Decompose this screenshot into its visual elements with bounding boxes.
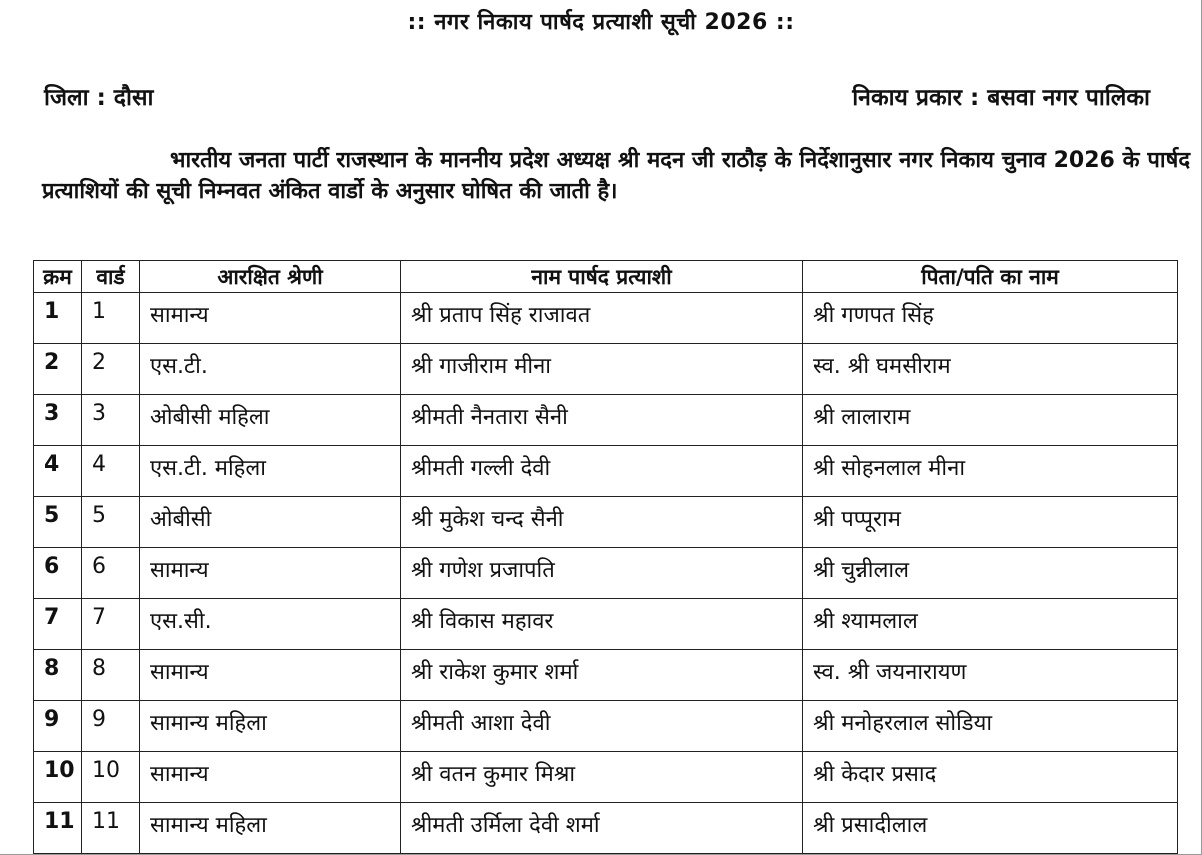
cell-ward: 7 [82,599,140,650]
cell-father-husband-name: स्व. श्री जयनारायण [803,650,1178,701]
cell-father-husband-name: श्री प्रसादीलाल [803,803,1178,854]
cell-ward: 5 [82,497,140,548]
cell-candidate-name: श्री गाजीराम मीना [401,344,803,395]
cell-candidate-name: श्रीमती आशा देवी [401,701,803,752]
cell-candidate-name: श्रीमती उर्मिला देवी शर्मा [401,803,803,854]
cell-category: सामान्य महिला [140,803,401,854]
intro-paragraph: भारतीय जनता पार्टी राजस्थान के माननीय प्रदेश अध्यक्ष श्री मदन जी राठौड़ के निर्देशानुसार नगर निकाय चुनाव 2026 के पार्षद प्रत्याशियों की सूची निम्नवत अंकित वार्डो के अनुसार घोषित की जाती है। [42,148,1190,204]
cell-category: एस.टी. महिला [140,446,401,497]
header-ward: वार्ड [82,261,140,293]
cell-candidate-name: श्री विकास महावर [401,599,803,650]
table-row [34,650,1178,701]
header-category: आरक्षित श्रेणी [140,261,401,293]
table-row [34,803,1178,854]
cell-ward: 11 [82,803,140,854]
table-row [34,344,1178,395]
cell-candidate-name: श्री मुकेश चन्द सैनी [401,497,803,548]
cell-ward: 3 [82,395,140,446]
cell-serial: 4 [34,446,82,497]
cell-category: ओबीसी [140,497,401,548]
cell-candidate-name: श्री प्रताप सिंह राजावत [401,293,803,344]
cell-ward: 8 [82,650,140,701]
table-row [34,548,1178,599]
header-father-husband-name: पिता/पति का नाम [803,261,1178,293]
body-type-label: निकाय प्रकार : बसवा नगर पालिका [852,85,1150,111]
candidate-table [33,260,1178,854]
cell-ward: 9 [82,701,140,752]
cell-category: सामान्य [140,650,401,701]
table-row [34,293,1178,344]
table-header-row [34,261,1178,293]
cell-candidate-name: श्रीमती गल्ली देवी [401,446,803,497]
cell-serial: 6 [34,548,82,599]
cell-father-husband-name: श्री सोहनलाल मीना [803,446,1178,497]
cell-candidate-name: श्रीमती नैनतारा सैनी [401,395,803,446]
cell-serial: 3 [34,395,82,446]
cell-category: ओबीसी महिला [140,395,401,446]
table-row [34,446,1178,497]
cell-serial: 5 [34,497,82,548]
cell-category: एस.टी. [140,344,401,395]
cell-category: सामान्य [140,293,401,344]
cell-serial: 8 [34,650,82,701]
cell-candidate-name: श्री वतन कुमार मिश्रा [401,752,803,803]
document-title: :: नगर निकाय पार्षद प्रत्याशी सूची 2026 :: [407,10,795,35]
cell-ward: 6 [82,548,140,599]
cell-serial: 7 [34,599,82,650]
cell-serial: 1 [34,293,82,344]
cell-category: एस.सी. [140,599,401,650]
cell-father-husband-name: श्री लालाराम [803,395,1178,446]
district-label: जिला : दौसा [44,85,154,111]
header-candidate-name: नाम पार्षद प्रत्याशी [401,261,803,293]
table-row [34,395,1178,446]
cell-category: सामान्य महिला [140,701,401,752]
cell-father-husband-name: श्री पप्पूराम [803,497,1178,548]
cell-father-husband-name: श्री केदार प्रसाद [803,752,1178,803]
table-row [34,701,1178,752]
cell-father-husband-name: श्री मनोहरलाल सोडिया [803,701,1178,752]
cell-category: सामान्य [140,548,401,599]
cell-father-husband-name: श्री श्यामलाल [803,599,1178,650]
cell-father-husband-name: श्री चुन्नीलाल [803,548,1178,599]
cell-ward: 2 [82,344,140,395]
cell-ward: 10 [82,752,140,803]
table-row [34,497,1178,548]
cell-serial: 9 [34,701,82,752]
cell-serial: 11 [34,803,82,854]
cell-father-husband-name: स्व. श्री घमसीराम [803,344,1178,395]
cell-serial: 2 [34,344,82,395]
cell-ward: 1 [82,293,140,344]
cell-category: सामान्य [140,752,401,803]
cell-candidate-name: श्री गणेश प्रजापति [401,548,803,599]
cell-candidate-name: श्री राकेश कुमार शर्मा [401,650,803,701]
header-serial: क्रम [34,261,82,293]
table-row [34,752,1178,803]
cell-father-husband-name: श्री गणपत सिंह [803,293,1178,344]
table-row [34,599,1178,650]
cell-ward: 4 [82,446,140,497]
cell-serial: 10 [34,752,82,803]
